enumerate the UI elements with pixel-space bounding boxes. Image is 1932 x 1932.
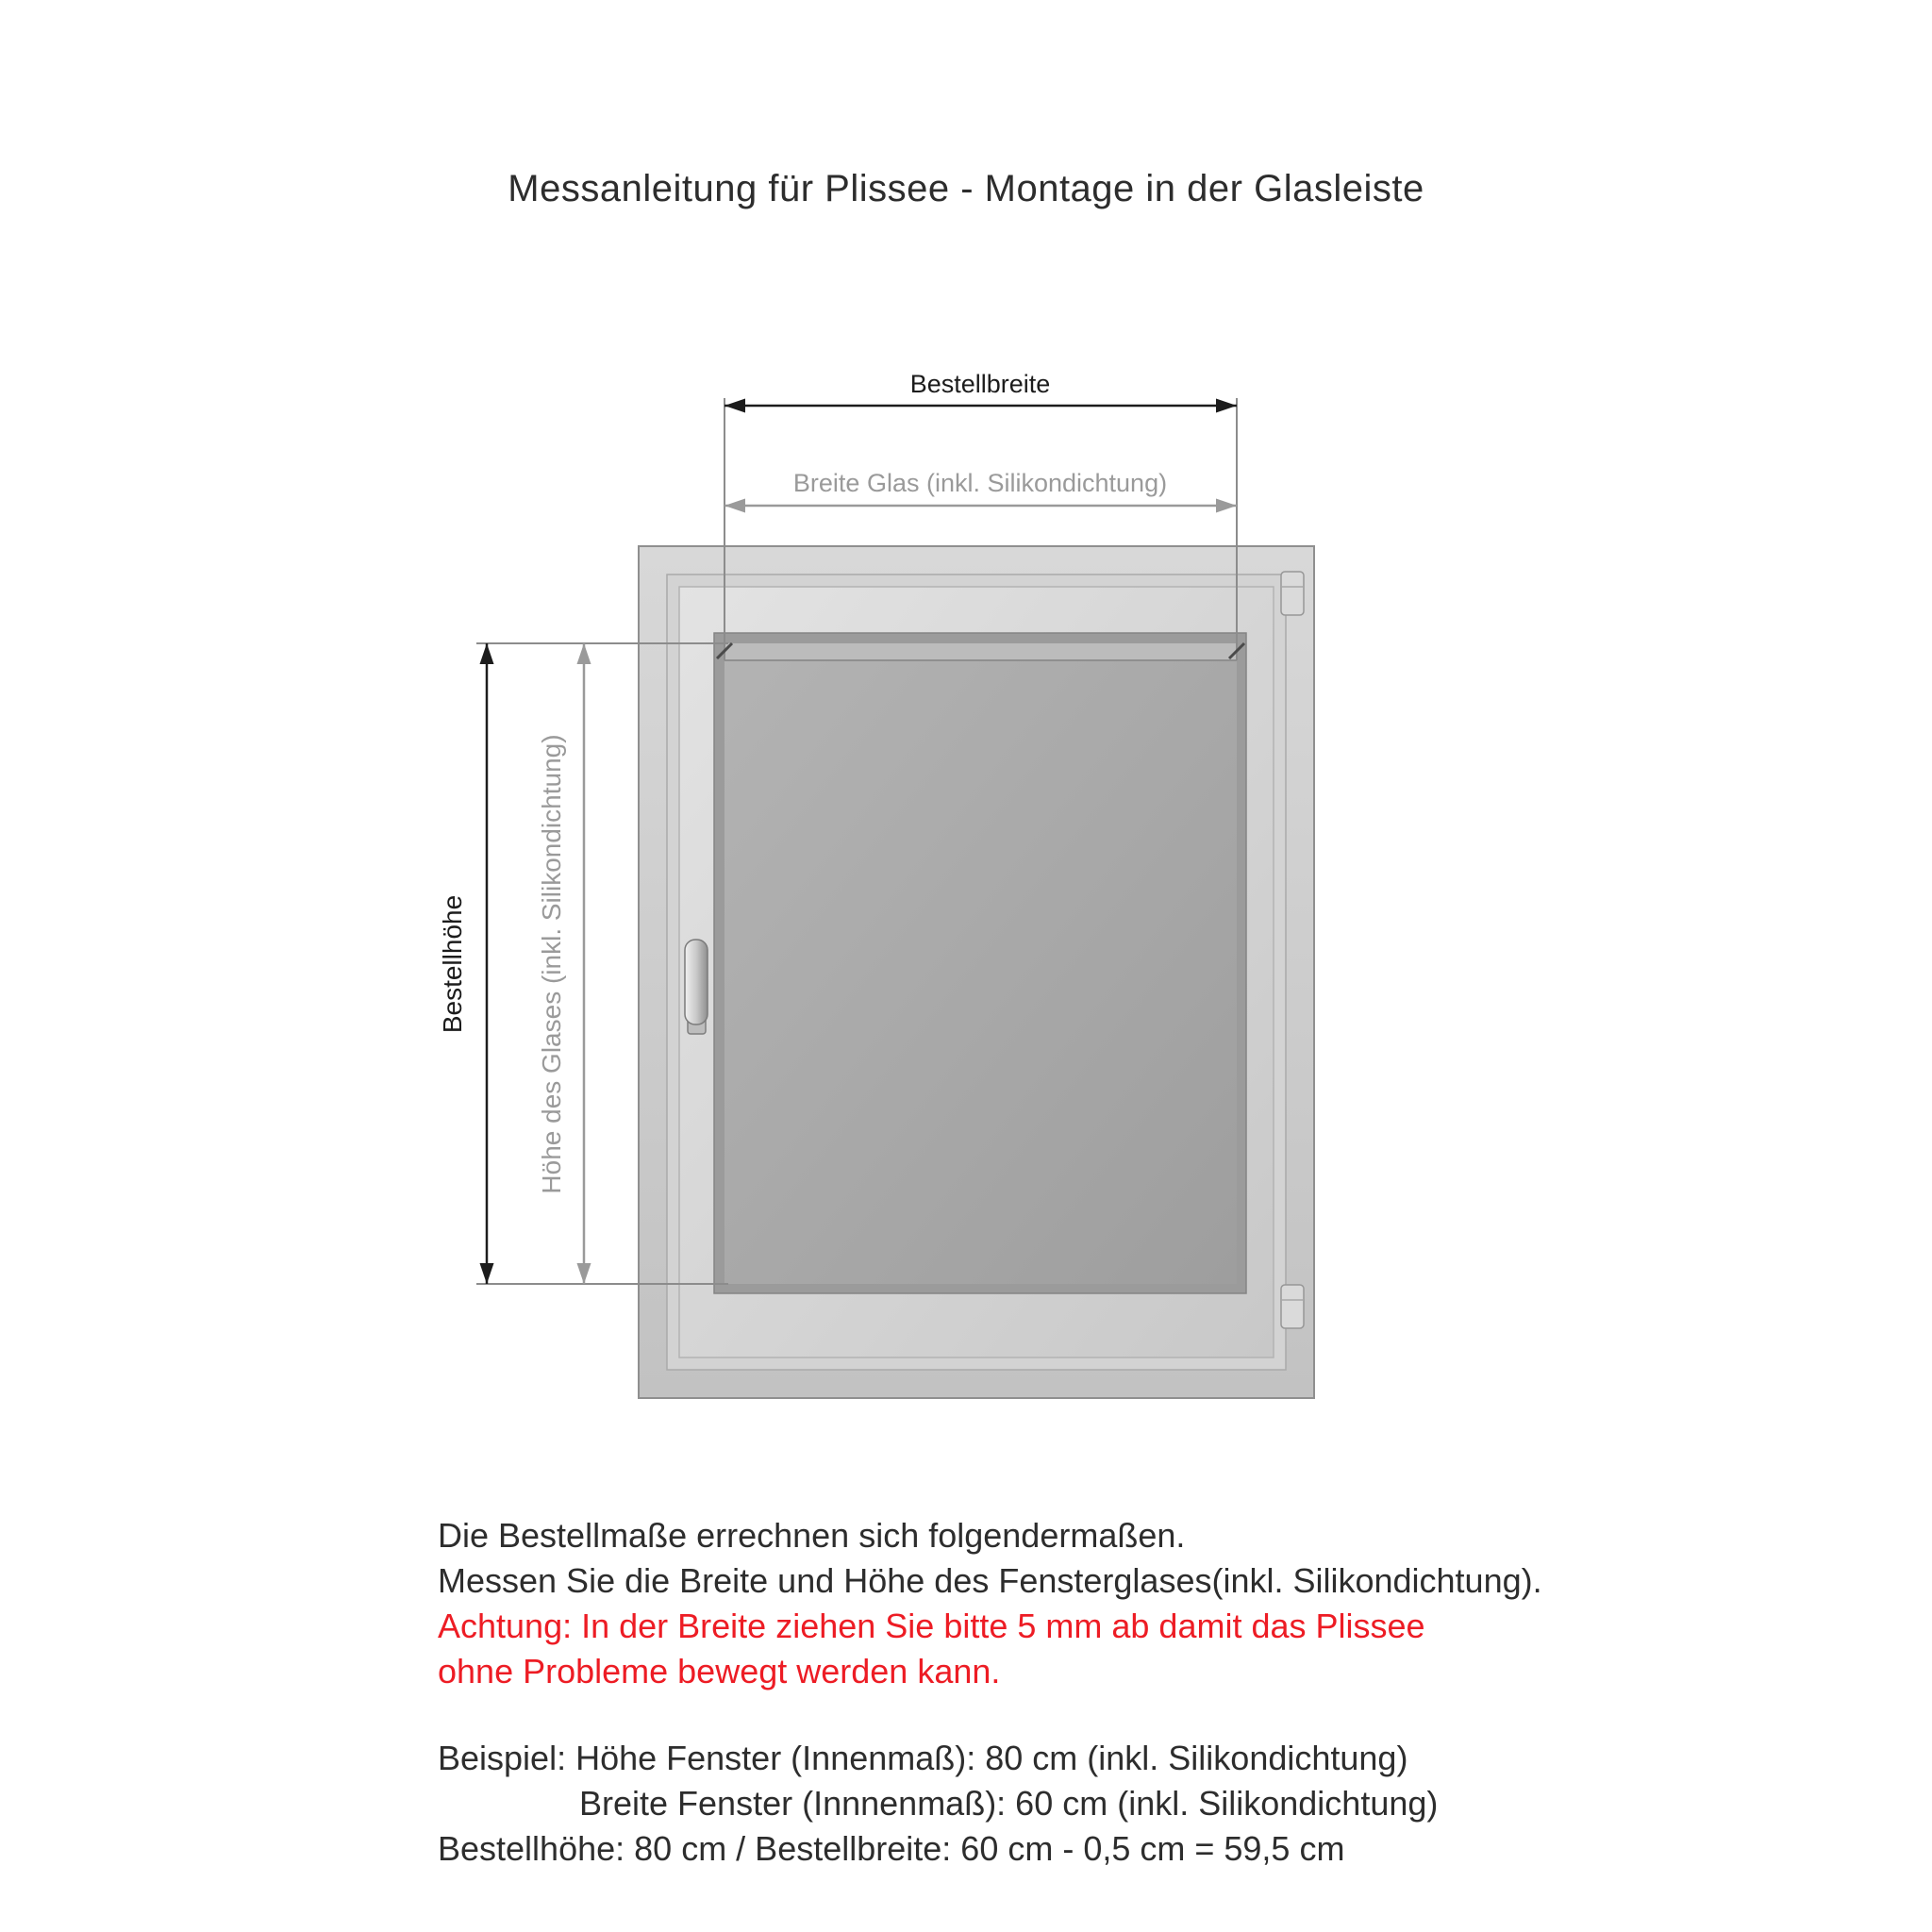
example-line-1: Beispiel: Höhe Fenster (Innenmaß): 80 cm (inkl. Silikondichtung) <box>438 1739 1408 1777</box>
order-height-arrowhead-top <box>480 643 494 664</box>
window-hinge-top <box>1281 572 1304 615</box>
order-width-label: Bestellbreite <box>909 370 1051 398</box>
glass-width-label: Breite Glas (inkl. Silikondichtung) <box>792 469 1168 497</box>
glazing-bead-strip <box>724 643 1237 660</box>
glass-width-arrowhead-left <box>724 499 745 513</box>
order-width-arrowhead-right <box>1216 399 1237 413</box>
instructions-block <box>438 1513 1542 1872</box>
order-height-label: Bestellhöhe <box>438 894 467 1034</box>
glass-height-arrowhead-top <box>577 643 591 664</box>
example-line-3: Bestellhöhe: 80 cm / Bestellbreite: 60 cm - 0,5 cm = 59,5 cm <box>438 1829 1345 1868</box>
example-line-2: Breite Fenster (Innnenmaß): 60 cm (inkl. Silikondichtung) <box>579 1784 1439 1823</box>
order-height-arrowhead-bottom <box>480 1263 494 1284</box>
instruction-intro-line-2: Messen Sie die Breite und Höhe des Fensterglases(inkl. Silikondichtung). <box>438 1561 1542 1600</box>
window-glass <box>724 643 1237 1284</box>
window-illustration <box>639 546 1314 1398</box>
instruction-intro-line-1: Die Bestellmaße errechnen sich folgendermaßen. <box>438 1516 1186 1555</box>
window-hinge-bottom <box>1281 1285 1304 1328</box>
glass-height-arrowhead-bottom <box>577 1263 591 1284</box>
window-handle <box>685 940 708 1034</box>
order-width-dimension <box>724 370 1237 413</box>
order-width-arrowhead-left <box>724 399 745 413</box>
glass-height-label: Höhe des Glases (inkl. Silikondichtung) <box>537 734 566 1194</box>
glass-height-dimension <box>537 643 591 1284</box>
order-height-dimension <box>438 643 494 1284</box>
glass-width-dimension <box>724 469 1237 513</box>
attention-line-2: ohne Probleme bewegt werden kann. <box>438 1652 1001 1690</box>
page-title: Messanleitung für Plissee - Montage in der Glasleiste <box>508 168 1424 209</box>
glass-width-arrowhead-right <box>1216 499 1237 513</box>
attention-line-1: Achtung: In der Breite ziehen Sie bitte 5 mm ab damit das Plissee <box>438 1607 1425 1645</box>
